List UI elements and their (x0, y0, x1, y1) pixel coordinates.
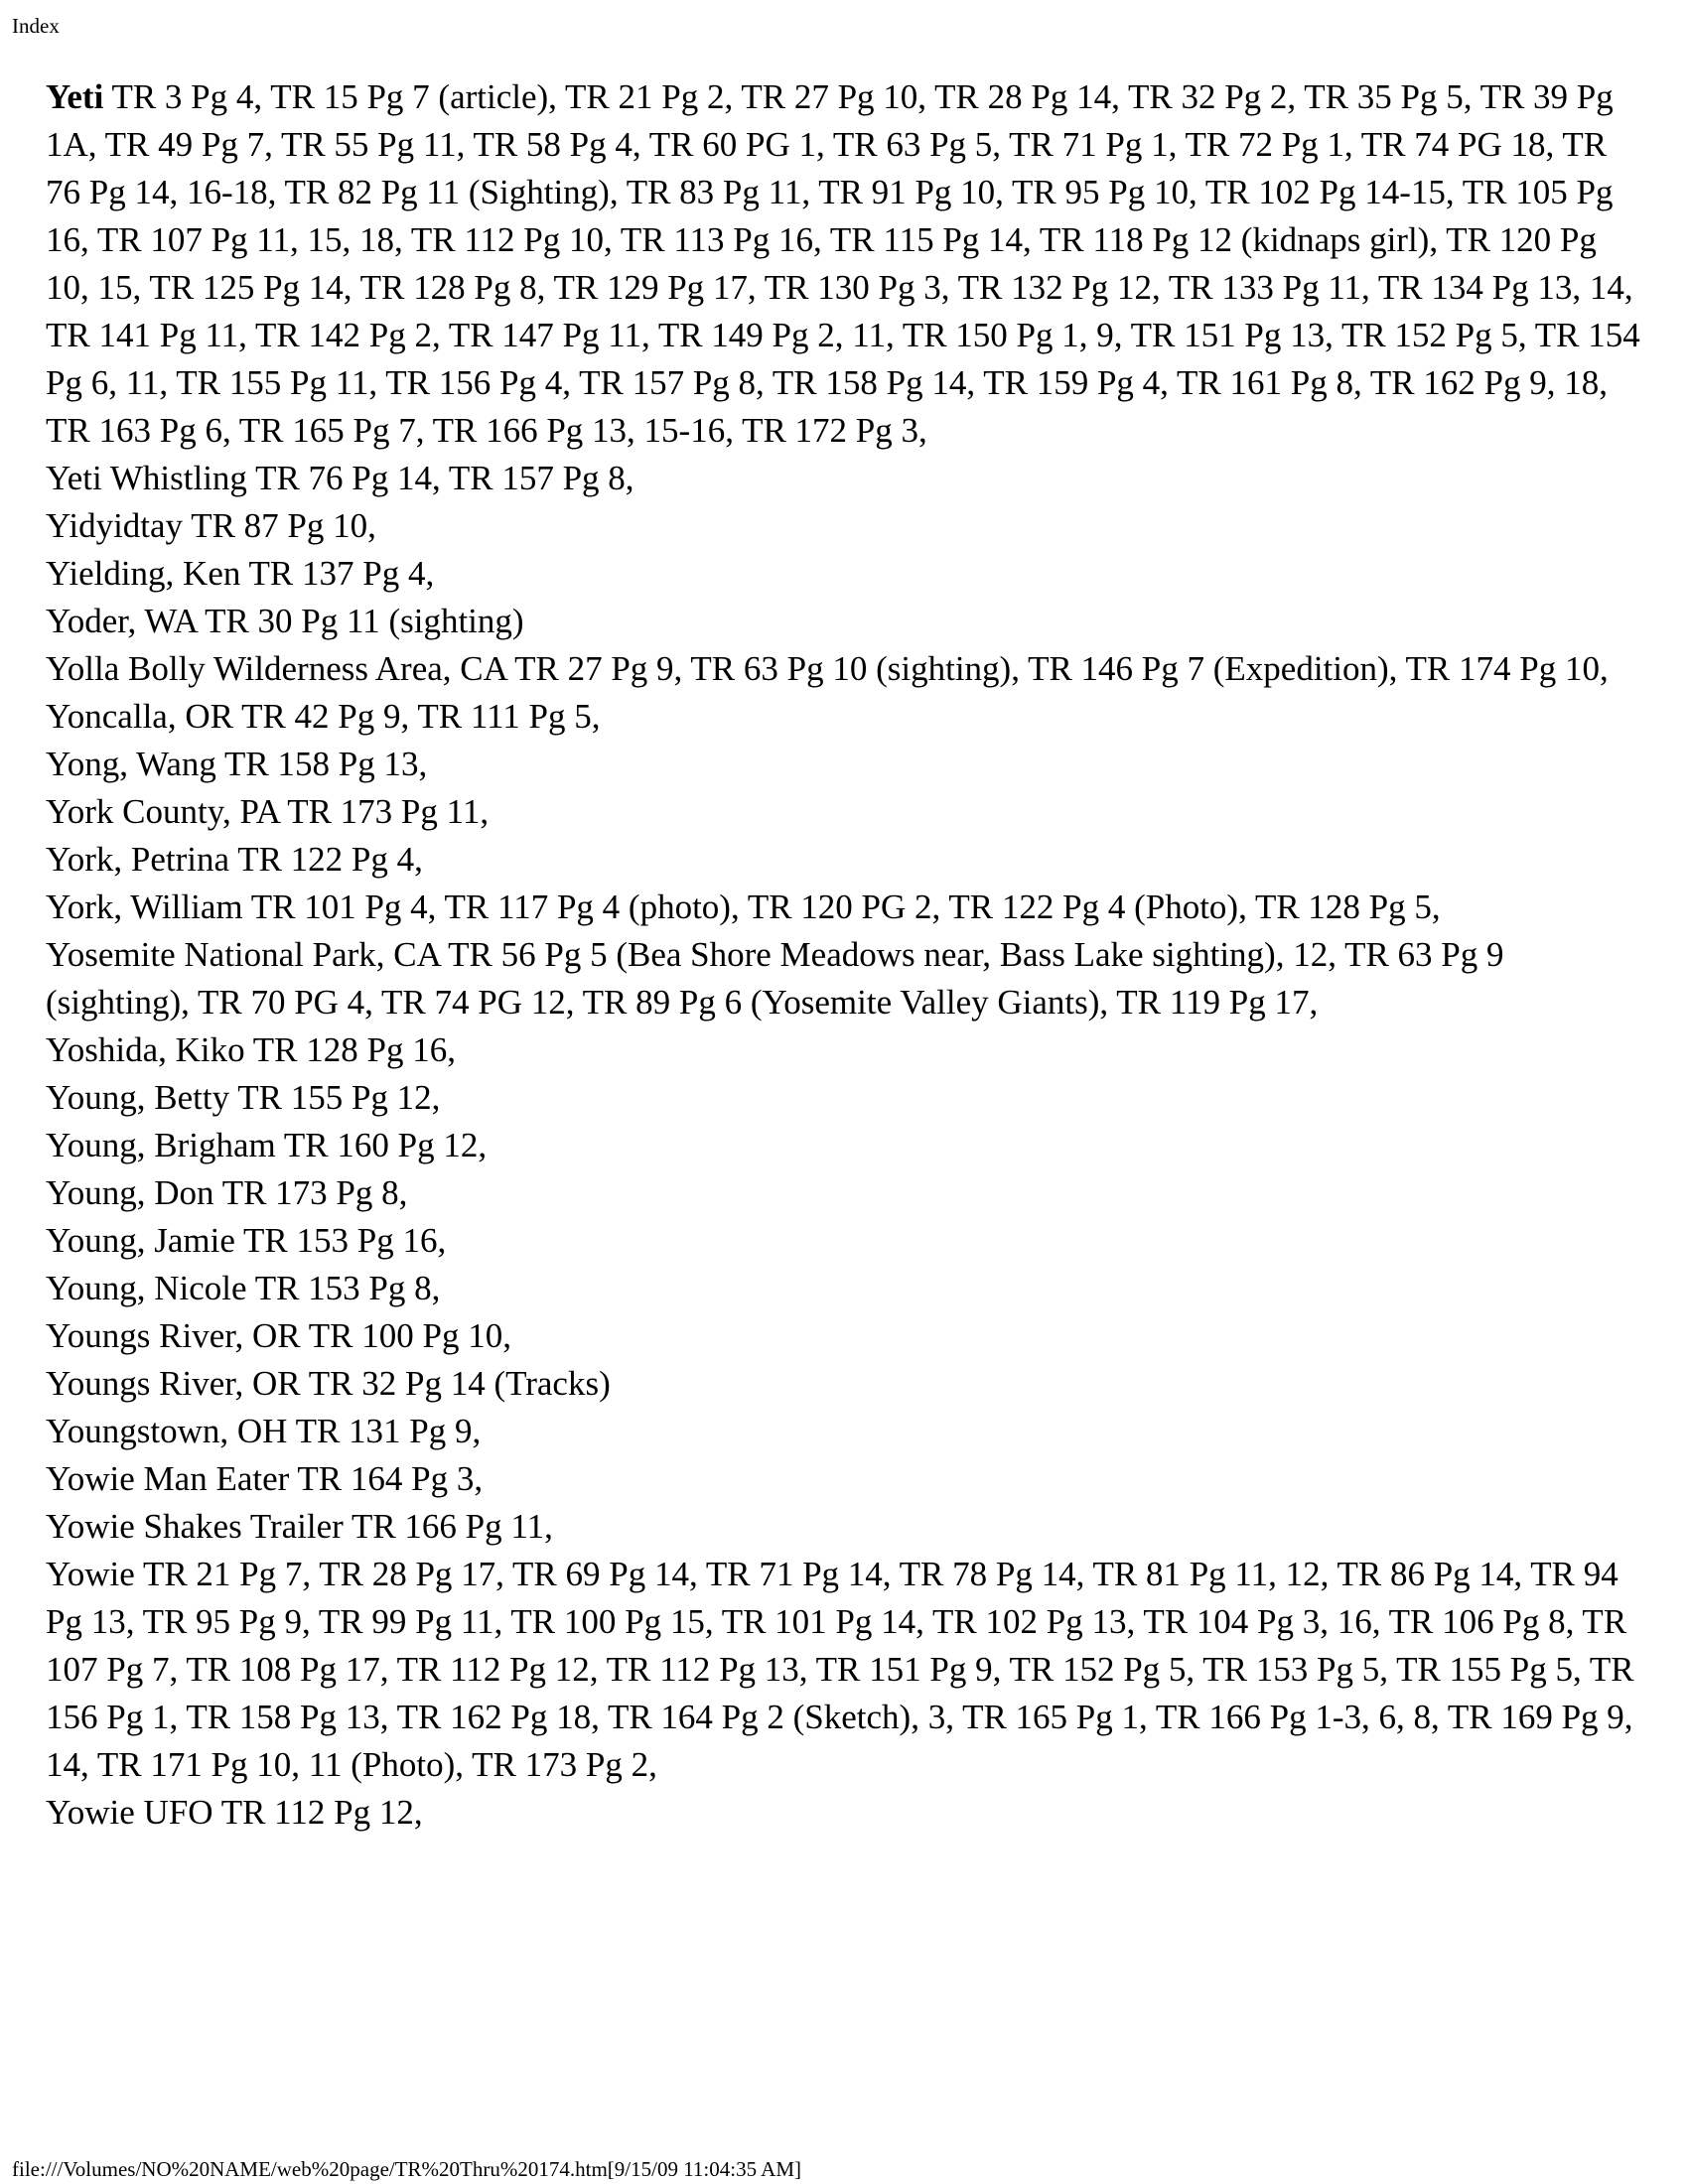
index-entry-term: Yowie UFO (46, 1793, 213, 1832)
index-entry-refs: TR 131 Pg 9, (295, 1412, 482, 1450)
index-entry-term: Yoder, WA (46, 602, 197, 640)
index-entry (46, 1789, 1644, 1837)
index-entry-refs: TR 166 Pg 11, (351, 1507, 553, 1546)
index-entry (46, 645, 1644, 693)
index-entry-refs: TR 3 Pg 4, TR 15 Pg 7 (article), TR 21 Pg 2, TR 27 Pg 10, TR 28 Pg 14, TR 32 Pg 2, TR 35 Pg 5, TR 39 Pg 1A, TR 49 Pg 7, TR 55 Pg 11, TR 58 Pg 4, TR 60 PG 1, TR 63 Pg 5, TR 71 Pg 1, TR 72 Pg 1, TR 74 PG 18, TR 76 Pg 14, 16-18, TR 82 Pg 11 (Sighting), TR 83 Pg 11, TR 91 Pg 10, TR 95 Pg 10, TR 102 Pg 14-15, TR 105 Pg 16, TR 107 Pg 11, 15, 18, TR 112 Pg 10, TR 113 Pg 16, TR 115 Pg 14, TR 118 Pg 12 (kidnaps girl), TR 120 Pg 10, 15, TR 125 Pg 14, TR 128 Pg 8, TR 129 Pg 17, TR 130 Pg 3, TR 132 Pg 12, TR 133 Pg 11, TR 134 Pg 13, 14, TR 141 Pg 11, TR 142 Pg 2, TR 147 Pg 11, TR 149 Pg 2, 11, TR 150 Pg 1, 9, TR 151 Pg 13, TR 152 Pg 5, TR 154 Pg 6, 11, TR 155 Pg 11, TR 156 Pg 4, TR 157 Pg 8, TR 158 Pg 14, TR 159 Pg 4, TR 161 Pg 8, TR 162 Pg 9, 18, TR 163 Pg 6, TR 165 Pg 7, TR 166 Pg 13, 15-16, TR 172 Pg 3, (46, 77, 1640, 450)
index-entry (46, 1503, 1644, 1551)
index-entry-term: Young, Betty (46, 1078, 230, 1117)
index-entry-term: York, Petrina (46, 840, 230, 879)
index-entry-term: Youngs River, OR (46, 1364, 301, 1403)
index-entry (46, 836, 1644, 884)
index-entry-refs: TR 76 Pg 14, TR 157 Pg 8, (255, 459, 634, 497)
index-entry (46, 1026, 1644, 1074)
index-entry-term: York, William (46, 887, 243, 926)
index-entry-refs: TR 173 Pg 11, (287, 792, 490, 831)
index-entry (46, 455, 1644, 502)
index-entry (46, 73, 1644, 455)
page-footer-url: file:///Volumes/NO%20NAME/web%20page/TR%20Thru%20174.htm[9/15/09 11:04:35 AM] (12, 2157, 802, 2181)
index-entry-refs: TR 153 Pg 8, (254, 1269, 441, 1307)
index-entry-term: Yosemite National Park, CA (46, 935, 440, 974)
index-entry (46, 1169, 1644, 1217)
index-entry-term: Yowie Man Eater (46, 1459, 290, 1498)
index-entry-refs: TR 128 Pg 16, (252, 1030, 456, 1069)
index-entry-term: Yeti Whistling (46, 459, 247, 497)
index-entry (46, 1312, 1644, 1360)
index-entry (46, 1265, 1644, 1312)
index-entry-term: Yowie (46, 1555, 135, 1593)
index-entry-term: Yoshida, Kiko (46, 1030, 245, 1069)
index-entry (46, 1217, 1644, 1265)
index-entry-refs: TR 56 Pg 5 (Bea Shore Meadows near, Bass Lake sighting), 12, TR 63 Pg 9 (sighting), TR 70 PG 4, TR 74 PG 12, TR 89 Pg 6 (Yosemite Valley Giants), TR 119 Pg 17, (46, 935, 1504, 1022)
index-entry-refs: TR 173 Pg 8, (221, 1173, 408, 1212)
index-entry-refs: TR 164 Pg 3, (297, 1459, 484, 1498)
index-entry-term: Youngs River, OR (46, 1316, 301, 1355)
index-entry-refs: TR 122 Pg 4, (237, 840, 423, 879)
index-entry (46, 1551, 1644, 1789)
index-entry-term: Yeti (46, 77, 104, 116)
index-entry-term: Young, Don (46, 1173, 214, 1212)
index-entry-refs: TR 112 Pg 12, (220, 1793, 423, 1832)
index-entry-refs: TR 30 Pg 11 (sighting) (205, 602, 524, 640)
index-entry (46, 550, 1644, 598)
index-entry (46, 788, 1644, 836)
index-entry (46, 598, 1644, 645)
index-entry (46, 502, 1644, 550)
index-entry-refs: TR 21 Pg 7, TR 28 Pg 17, TR 69 Pg 14, TR 71 Pg 14, TR 78 Pg 14, TR 81 Pg 11, 12, TR 86 Pg 14, TR 94 Pg 13, TR 95 Pg 9, TR 99 Pg 11, TR 100 Pg 15, TR 101 Pg 14, TR 102 Pg 13, TR 104 Pg 3, 16, TR 106 Pg 8, TR 107 Pg 7, TR 108 Pg 17, TR 112 Pg 12, TR 112 Pg 13, TR 151 Pg 9, TR 152 Pg 5, TR 153 Pg 5, TR 155 Pg 5, TR 156 Pg 1, TR 158 Pg 13, TR 162 Pg 18, TR 164 Pg 2 (Sketch), 3, TR 165 Pg 1, TR 166 Pg 1-3, 6, 8, TR 169 Pg 9, 14, TR 171 Pg 10, 11 (Photo), TR 173 Pg 2, (46, 1555, 1634, 1784)
index-entry (46, 693, 1644, 741)
index-entry-refs: TR 101 Pg 4, TR 117 Pg 4 (photo), TR 120 PG 2, TR 122 Pg 4 (Photo), TR 128 Pg 5, (250, 887, 1441, 926)
index-entry-term: Yidyidtay (46, 506, 184, 545)
index-entry-term: Yowie Shakes Trailer (46, 1507, 344, 1546)
index-entry-term: Yielding, Ken (46, 554, 241, 593)
index-entry-refs: TR 155 Pg 12, (237, 1078, 441, 1117)
index-entry-refs: TR 137 Pg 4, (248, 554, 435, 593)
page-header: Index (12, 14, 60, 38)
index-entry-term: Youngstown, OH (46, 1412, 288, 1450)
index-entry (46, 931, 1644, 1026)
index-entry-term: Yolla Bolly Wilderness Area, CA (46, 649, 506, 688)
index-entry-refs: TR 160 Pg 12, (283, 1126, 488, 1164)
index-entry (46, 884, 1644, 931)
index-entry-refs: TR 153 Pg 16, (243, 1221, 447, 1260)
index-entry-term: York County, PA (46, 792, 280, 831)
index-entry (46, 1408, 1644, 1455)
index-entry (46, 741, 1644, 788)
index-entry-term: Young, Jamie (46, 1221, 235, 1260)
index-entry-refs: TR 100 Pg 10, (308, 1316, 511, 1355)
index-entry-term: Young, Nicole (46, 1269, 247, 1307)
index-entry-refs: TR 27 Pg 9, TR 63 Pg 10 (sighting), TR 146 Pg 7 (Expedition), TR 174 Pg 10, (514, 649, 1609, 688)
index-entry (46, 1360, 1644, 1408)
index-entry-refs: TR 158 Pg 13, (224, 745, 428, 783)
index-entry-term: Young, Brigham (46, 1126, 276, 1164)
index-list (46, 73, 1644, 1837)
index-entry (46, 1455, 1644, 1503)
index-entry-term: Yong, Wang (46, 745, 216, 783)
index-entry-refs: TR 87 Pg 10, (191, 506, 376, 545)
index-entry-refs: TR 32 Pg 14 (Tracks) (308, 1364, 611, 1403)
index-entry (46, 1122, 1644, 1169)
index-entry (46, 1074, 1644, 1122)
index-entry-term: Yoncalla, OR (46, 697, 233, 736)
index-entry-refs: TR 42 Pg 9, TR 111 Pg 5, (241, 697, 601, 736)
